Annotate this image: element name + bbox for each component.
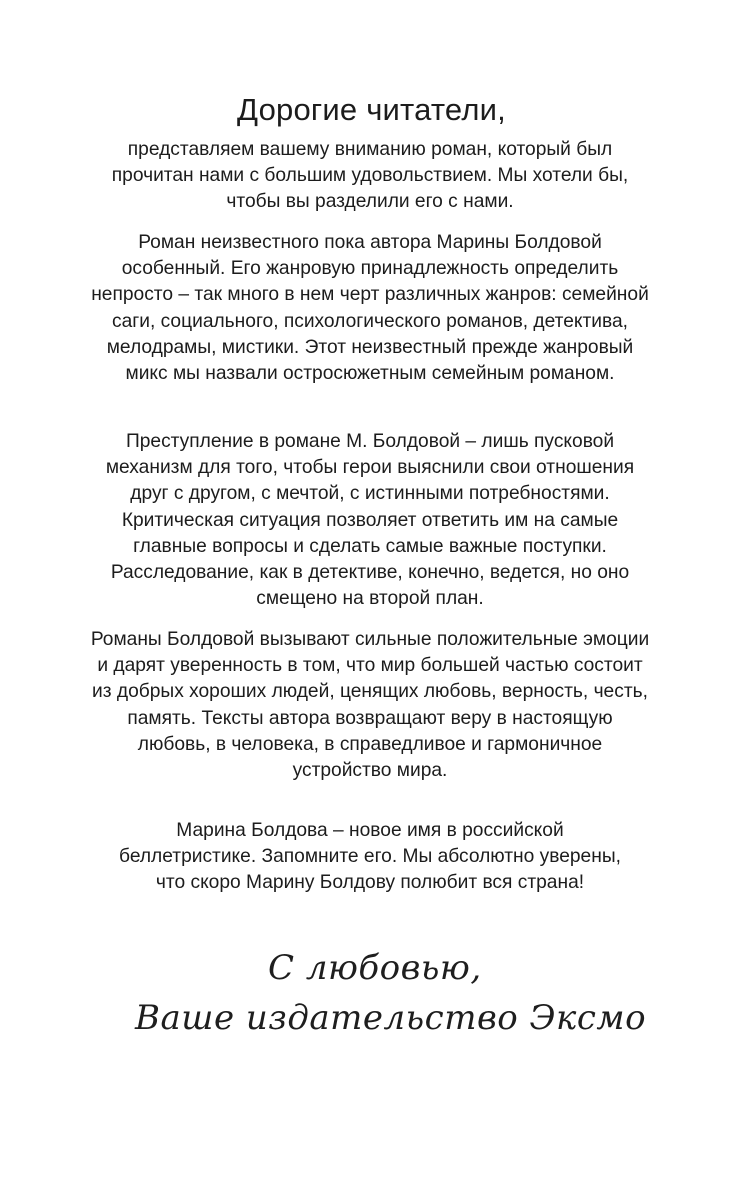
paragraph-genre: Роман неизвестного пока автора Марины Болдовой особенный. Его жанровую принадлежность определить непросто – так много в нем черт различных жанров: семейной саги, социального, психологического романов, детектива, мелодрамы, мистики. Этот неизвестный прежде жанровый микс мы назвали остросюжетным семейным романом. <box>91 232 649 385</box>
paragraph-emotions: Романы Болдовой вызывают сильные положительные эмоции и дарят уверенность в том, что мир большей частью состоит из добрых хороших людей, ценящих любовь, верность, честь, память. Тексты автора возвращают веру в настоящую любовь, в человека, в справедливое и гармоничное устройство мира. <box>90 629 650 782</box>
signature-publisher: Ваше издательство Эксмо <box>135 998 647 1038</box>
paragraph-intro: представляем вашему вниманию роман, который был прочитан нами с большим удовольствием. Мы хотели бы, чтобы вы разделили его с нами. <box>111 139 629 213</box>
paragraph-plot: Преступление в романе М. Болдовой – лишь пусковой механизм для того, чтобы герои выяснили свои отношения друг с другом, с мечтой, с истинными потребностями. Критическая ситуация позволяет ответить им на самые главные вопросы и сделать самые важные поступки. Расследование, как в детективе, конечно, ведется, но оно смещено на второй план. <box>105 431 635 610</box>
signature-greeting: С любовью, <box>268 948 482 988</box>
paragraph-new-name: Марина Болдова – новое имя в российской беллетристике. Запомните его. Мы абсолютно уверены, что скоро Марину Болдову полюбит вся страна! <box>119 820 621 894</box>
letter-heading: Дорогие читатели, <box>237 92 506 127</box>
